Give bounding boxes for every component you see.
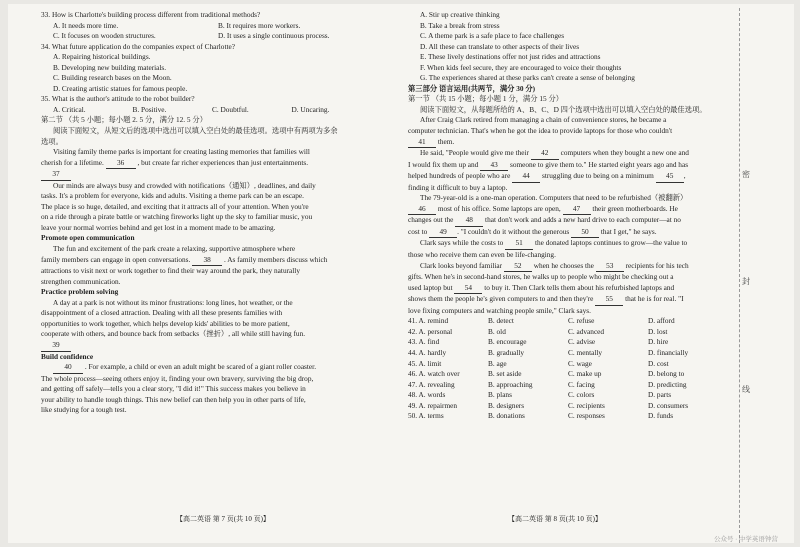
right-page-footer: 【高二英语 第 8 页(共 10 页)】 — [508, 515, 602, 523]
q34-option-d: D. Creating artistic statues for famous people. — [53, 83, 188, 93]
cloze-p3-line4 — [408, 227, 728, 239]
q33-option-c: C. It focuses on wooden structures. — [53, 31, 156, 41]
cloze-p5-line3 — [408, 283, 728, 295]
cloze-text: . "I couldn't do it without the generous — [457, 226, 570, 236]
blank-43: 43 — [480, 160, 508, 172]
option-c: C. A theme park is a safe place to face challenges — [420, 31, 565, 41]
section2-instruction: 阅读下面短文，从短文后的选项中选出可以填入空白处的最佳选项。选项中有两项为多余 — [53, 126, 338, 136]
q33-option-a: A. It needs more time. — [53, 20, 119, 30]
mc-option: D. cost — [648, 358, 669, 368]
blank-39: 39 — [41, 340, 71, 352]
blank-41: 41 — [408, 137, 436, 149]
mc-option: B. approaching — [488, 379, 533, 389]
part3-title: 第三部分 语言运用(共两节，满分 30 分) — [408, 83, 536, 93]
mc-option: B. designers — [488, 400, 525, 410]
mc-option: D. hire — [648, 337, 669, 347]
mc-option: C. wage — [568, 358, 592, 368]
para3-line1: The fun and excitement of the park create a relaxing, supportive atmosphere where — [53, 244, 296, 254]
blank-49: 49 — [429, 227, 457, 239]
para4-line5 — [41, 340, 371, 352]
mc-option: C. facing — [568, 379, 595, 389]
blank-54: 54 — [454, 283, 482, 295]
cloze-text: Clark says while the costs to — [420, 238, 504, 248]
cloze-p3-line1: The 79-year-old is a one-man operation. Computers that need to be refurbished（被翻新） — [420, 193, 688, 203]
section2-instruction-cont: 选项。 — [41, 136, 63, 146]
q35-option-d: D. Uncaring. — [291, 104, 330, 114]
blank-42: 42 — [531, 148, 559, 160]
q33-options-row1 — [41, 21, 371, 32]
q34-option-c: C. Building research bases on the Moon. — [53, 73, 172, 83]
cloze-text: to buy it. Then Clark tells them about his refurbished laptops and — [484, 282, 675, 292]
mc-option: C. advise — [568, 337, 596, 347]
para1-line3 — [41, 169, 371, 181]
para4-line2: disappointment of a closed attraction. Dealing with all these presents families with — [41, 308, 283, 318]
blank-50: 50 — [571, 227, 599, 239]
para1-text-b: , but create far richer experiences than just entertainments. — [137, 157, 309, 167]
para1-line2 — [41, 158, 371, 170]
cloze-text: He said, "People would give me their — [420, 148, 529, 158]
blank-38: 38 — [192, 255, 222, 267]
q33-option-d: D. It uses a single continuous process. — [218, 31, 330, 41]
mc-option: 45. A. limit — [408, 358, 442, 368]
q34-option-b: B. Developing new building materials. — [53, 62, 167, 72]
mc-option: 49. A. repairmen — [408, 400, 458, 410]
blank-45: 45 — [656, 171, 684, 183]
para5-line5: like studying for a tough test. — [41, 405, 127, 415]
blank-47: 47 — [563, 204, 591, 216]
para3-line2 — [41, 255, 371, 267]
option-a: A. Stir up creative thinking — [420, 10, 500, 19]
cloze-text: recipients for his tech — [625, 260, 689, 270]
cloze-p4-line2: those who receive them can even be life-changing. — [408, 250, 556, 260]
para2-line1: Our minds are always busy and crowded with notifications（通知）, deadlines, and daily — [53, 180, 316, 190]
cloze-text: I would fix them up and — [408, 159, 479, 169]
cloze-text: their green motherboards. He — [592, 203, 678, 213]
mc-option: C. advanced — [568, 326, 605, 336]
blank-52: 52 — [504, 261, 532, 273]
para5-line4: your ability to handle tough things. This new belief can then help you in other parts of life, — [41, 394, 306, 404]
cloze-text: most of his office. Some laptops are open, — [437, 203, 561, 213]
mc-option: C. colors — [568, 390, 595, 400]
para4-line3: opportunities to work together, which helps develop kids' abilities to be more patient, — [41, 318, 290, 328]
cloze-p5-line1 — [408, 261, 728, 273]
binding-line — [739, 8, 740, 543]
mc-option: 48. A. words — [408, 390, 446, 400]
heading-open-communication: Promote open communication — [41, 233, 135, 243]
para1-text-a: cherish for a lifetime. — [41, 157, 104, 167]
mc-option: D. parts — [648, 390, 672, 400]
binding-mark-seal: 密 — [742, 170, 750, 179]
mc-option: D. financially — [648, 347, 689, 357]
mc-row-42 — [408, 327, 728, 338]
cloze-text: the donated laptops continues to grow—the value to — [534, 238, 688, 248]
cloze-p3-line3 — [408, 215, 728, 227]
cloze-text: struggling due to being on a minimum — [541, 171, 654, 181]
mc-option: D. afford — [648, 316, 675, 326]
para2-line4: on a ride through a pirate battle or watching fireworks light up the sky to familiar music, you — [41, 212, 313, 222]
mc-option: B. donations — [488, 411, 525, 421]
mc-option: D. belong to — [648, 369, 685, 379]
mc-row-48 — [408, 390, 728, 401]
cloze-text: that don't work and adds a new hard drive to each computer—at no — [485, 215, 681, 225]
q34-option-a: A. Repairing historical buildings. — [53, 52, 151, 62]
para3-text-b: . As family members discuss which — [224, 254, 328, 264]
mc-option: 50. A. terms — [408, 411, 444, 421]
para2-line3: The place is so huge, detailed, and exciting that it attracts all of your attention. When you're — [41, 201, 309, 211]
mc-option: D. lost — [648, 326, 668, 336]
q35-option-c: C. Doubtful. — [212, 104, 249, 114]
cloze-text: computers when they bought a new one and — [560, 148, 689, 158]
mc-option: 42. A. personal — [408, 326, 453, 336]
para3-line4: strengthen communication. — [41, 276, 121, 286]
cloze-text: that he is for real. "I — [625, 294, 684, 304]
mc-option: B. age — [488, 358, 507, 368]
blank-40: 40 — [53, 362, 83, 374]
mc-option: B. encourage — [488, 337, 527, 347]
cloze-p5-line2: gifts. When he's in second-hand stores, he walks up to people who might be checking out a — [408, 272, 674, 282]
para5-line2: The whole process—seeing others enjoy it, finding your own bravery, surviving the big drop, — [41, 373, 314, 383]
cloze-text: helped hundreds of people who are — [408, 171, 511, 181]
q35-option-b: B. Positive. — [132, 104, 167, 114]
blank-37: 37 — [41, 169, 71, 181]
mc-option: B. plans — [488, 390, 512, 400]
heading-build-confidence: Build confidence — [41, 351, 94, 361]
left-page-footer: 【高二英语 第 7 页(共 10 页)】 — [176, 515, 270, 523]
mc-option: 43. A. find — [408, 337, 440, 347]
cloze-text: shows them the people he's given computers to and then they're — [408, 294, 594, 304]
mc-option: 47. A. revealing — [408, 379, 455, 389]
cloze-text: cost to — [408, 226, 428, 236]
para4-line1: A day at a park is not without its minor frustrations: long lines, hot weather, or the — [53, 297, 293, 307]
mc-option: 46. A. watch over — [408, 369, 460, 379]
blank-55: 55 — [595, 294, 623, 306]
mc-options-list — [408, 316, 728, 421]
mc-row-45 — [408, 359, 728, 370]
cloze-text: used laptop but — [408, 282, 453, 292]
para3-text-a: family members can engage in open conversations. — [41, 254, 191, 264]
para2-line5: leave your normal worries behind and get lost in a moment made to be amazing. — [41, 222, 276, 232]
mc-row-44 — [408, 348, 728, 359]
para2-line2: tasks. It's a problem for everyone, kids and adults. Visiting a theme park can be an escape. — [41, 191, 304, 201]
mc-row-43 — [408, 337, 728, 348]
mc-row-50 — [408, 411, 728, 422]
blank-53: 53 — [596, 261, 624, 273]
cloze-p2-line4: finding it difficult to buy a laptop. — [408, 182, 508, 192]
cloze-text: , — [683, 171, 686, 181]
cloze-p2-line3 — [408, 171, 728, 183]
blank-44: 44 — [512, 171, 540, 183]
blank-46: 46 — [408, 204, 436, 216]
cloze-p5-line4 — [408, 294, 728, 306]
q35-option-a: A. Critical. — [53, 104, 86, 114]
mc-option: D. consumers — [648, 400, 689, 410]
q35-options — [41, 105, 371, 116]
heading-problem-solving: Practice problem solving — [41, 287, 119, 297]
mc-row-47 — [408, 380, 728, 391]
cloze-p1-line3 — [408, 137, 728, 149]
binding-mark-line: 线 — [742, 385, 750, 394]
option-f: F. When kids feel secure, they are encouraged to voice their thoughts — [420, 62, 622, 72]
left-page — [41, 10, 371, 416]
section1-instruction: 阅读下面短文，从每题所给的 A、B、C、D 四个选项中选出可以填入空白处的最佳选项。 — [420, 104, 707, 114]
mc-row-49 — [408, 401, 728, 412]
blank-36: 36 — [106, 158, 136, 170]
para5-text: . For example, a child or even an adult might be scared of a giant roller coaster. — [84, 362, 317, 372]
option-d: D. All these can translate to other aspects of their lives — [420, 41, 580, 51]
mc-option: B. gradually — [488, 347, 525, 357]
para4-line4: cooperate with others, and bounce back from setbacks（挫折）, all while still having fun. — [41, 329, 306, 339]
cloze-p4-line1 — [408, 238, 728, 250]
q33-option-b: B. It requires more workers. — [218, 20, 301, 30]
q33-stem: 33. How is Charlotte's building process different from traditional methods? — [41, 10, 261, 19]
mc-option: B. detect — [488, 316, 514, 326]
binding-mark-seal-2: 封 — [742, 277, 750, 286]
cloze-p2-line1 — [408, 148, 728, 160]
mc-row-41 — [408, 316, 728, 327]
mc-option: 44. A. hardly — [408, 347, 447, 357]
mc-option: C. recipients — [568, 400, 605, 410]
option-b: B. Take a break from stress — [420, 20, 500, 30]
mc-option: D. funds — [648, 411, 674, 421]
cloze-p1-line1: After Craig Clark retired from managing a chain of convenience stores, he became a — [420, 115, 667, 125]
exam-sheet — [8, 4, 794, 543]
mc-option: B. old — [488, 326, 506, 336]
section2-title: 第二节 （共 5 小题；每小题 2. 5 分，满分 12. 5 分） — [41, 115, 208, 125]
blank-48: 48 — [455, 215, 483, 227]
para5-line1 — [41, 362, 371, 374]
para5-line3: and getting off safely—tells you a clear story, "I did it!" This success makes you believe in — [41, 384, 306, 394]
cloze-text: Clark looks beyond familiar — [420, 260, 503, 270]
cloze-p5-line5: love fixing computers and watching people smile," Clark says. — [408, 305, 591, 315]
cloze-text: changes out the — [408, 215, 454, 225]
mc-option: 41. A. remind — [408, 316, 449, 326]
mc-option: C. refuse — [568, 316, 595, 326]
option-e: E. These lively destinations offer not just rides and attractions — [420, 52, 601, 62]
mc-option: C. mentally — [568, 347, 603, 357]
para3-line3: attractions to visit next or work together to find their way around the park, they naturally — [41, 266, 300, 276]
right-page — [408, 10, 728, 422]
cloze-text: that I get," he says. — [600, 226, 657, 236]
cloze-p2-line2 — [408, 160, 728, 172]
option-g: G. The experiences shared at these parks can't create a sense of belonging — [420, 73, 635, 83]
cloze-p3-line2 — [408, 204, 728, 216]
blank-51: 51 — [505, 238, 533, 250]
mc-option: D. predicting — [648, 379, 687, 389]
section1-title: 第一节 （共 15 小题；每小题 1 分，满分 15 分） — [408, 94, 564, 104]
cloze-text: someone to give them to." He started eight years ago and has — [509, 159, 689, 169]
mc-option: B. set aside — [488, 369, 522, 379]
q34-stem: 34. What future application do the companies expect of Charlotte? — [41, 41, 235, 51]
q33-options-row2 — [41, 31, 371, 42]
para1-line1: Visiting family theme parks is important for creating lasting memories that families will — [53, 147, 310, 157]
watermark: 公众号 · 中学英语钟营 — [714, 536, 778, 543]
q35-stem: 35. What is the author's attitude to the robot builder? — [41, 94, 195, 104]
mc-row-46 — [408, 369, 728, 380]
mc-option: C. make up — [568, 369, 602, 379]
cloze-p1-tail: them. — [436, 136, 455, 146]
cloze-p1-line2: computer technician. That's when he got the idea to provide laptops for those who couldn't — [408, 126, 673, 136]
mc-option: C. responses — [568, 411, 605, 421]
cloze-text: when he chooses the — [533, 260, 594, 270]
